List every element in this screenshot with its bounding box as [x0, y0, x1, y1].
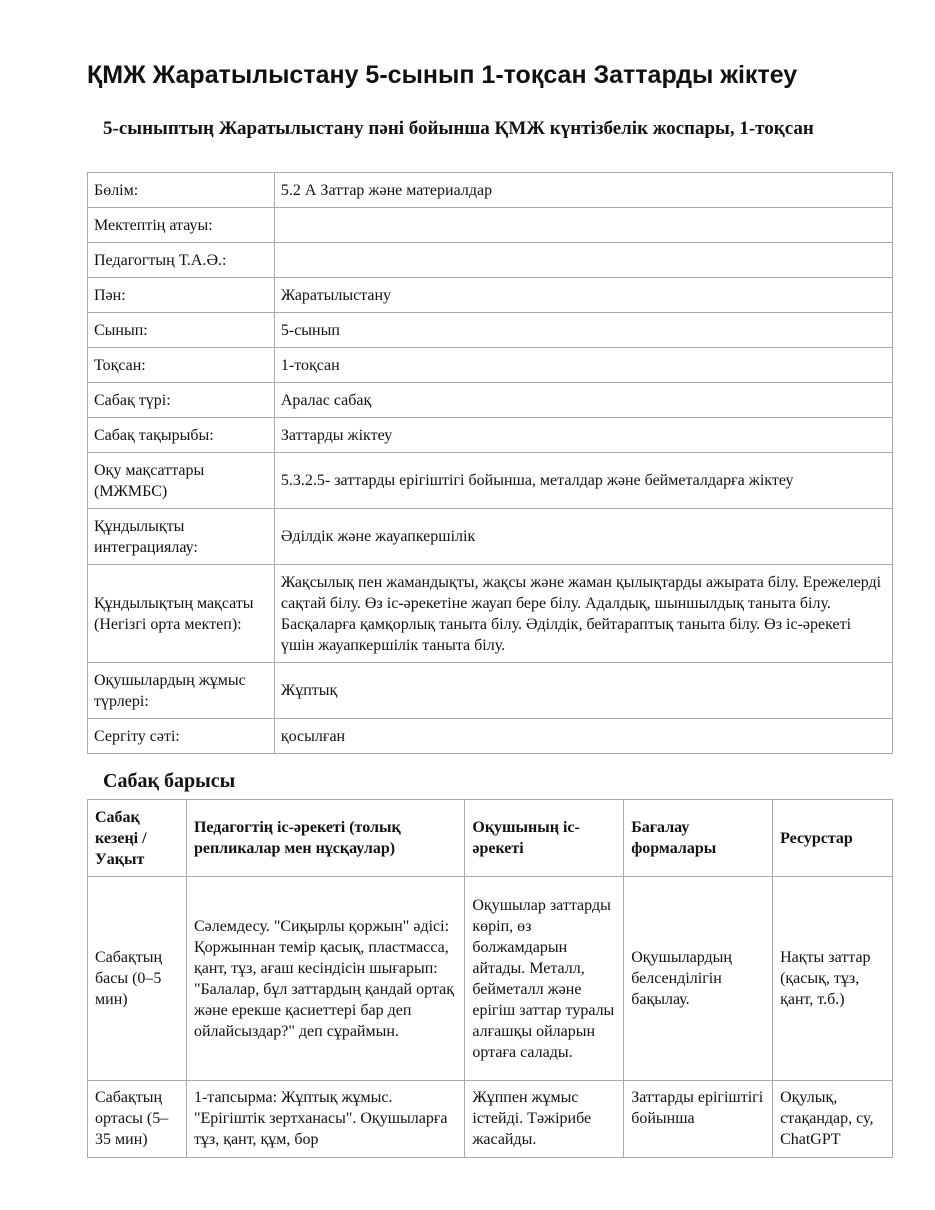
- info-value: қосылған: [274, 719, 892, 754]
- info-row-quarter: [88, 348, 893, 383]
- info-value: 1-тоқсан: [274, 348, 892, 383]
- info-row-section: [88, 173, 893, 208]
- assessment-cell: Оқушылардың белсенділігін бақылау.: [624, 877, 773, 1081]
- teacher-activity-cell: Сәлемдесу. "Сиқырлы қоржын" әдісі: Қоржыннан темір қасық, пластмасса, қант, тұз, ағаш кесіндісін шығарып: "Балалар, бұл заттардың қандай ортақ және ерекше қасиеттері бар деп ойлайсыздар?" деп сұраймын.: [186, 877, 464, 1081]
- info-label: Сынып:: [88, 313, 275, 348]
- info-label: Пән:: [88, 278, 275, 313]
- info-value: Жұптық: [274, 663, 892, 719]
- header-teacher-activity: Педагогтің іс-әрекеті (толық репликалар мен нұсқаулар): [186, 800, 464, 877]
- info-value: Аралас сабақ: [274, 383, 892, 418]
- assessment-cell: Заттарды ерігіштігі бойынша: [624, 1081, 773, 1158]
- info-row-lesson-type: [88, 383, 893, 418]
- teacher-activity-cell: 1-тапсырма: Жұптық жұмыс. "Ерігіштік зертханасы". Оқушыларға тұз, қант, құм, бор: [186, 1081, 464, 1158]
- info-row-school: [88, 208, 893, 243]
- info-row-subject: [88, 278, 893, 313]
- info-label: Оқушылардың жұмыс түрлері:: [88, 663, 275, 719]
- info-value: 5.2 А Заттар және материалдар: [274, 173, 892, 208]
- info-row-teacher: [88, 243, 893, 278]
- info-label: Педагогтың Т.А.Ә.:: [88, 243, 275, 278]
- header-assessment: Бағалау формалары: [624, 800, 773, 877]
- info-label: Бөлім:: [88, 173, 275, 208]
- info-row-value-goal: [88, 565, 893, 663]
- info-label: Сабақ түрі:: [88, 383, 275, 418]
- header-stage: Сабақ кезеңі / Уақыт: [88, 800, 187, 877]
- info-row-warmup: [88, 719, 893, 754]
- plan-subtitle: 5-сыныптың Жаратылыстану пәні бойынша ҚМЖ күнтізбелік жоспары, 1-тоқсан: [103, 118, 814, 139]
- info-label: Мектептің атауы:: [88, 208, 275, 243]
- resources-cell: Нақты заттар (қасық, тұз, қант, т.б.): [773, 877, 893, 1081]
- table-row: [88, 877, 893, 1081]
- info-label: Сергіту сәті:: [88, 719, 275, 754]
- info-label: Оқу мақсаттары (МЖМБС): [88, 453, 275, 509]
- stage-cell: Сабақтың ортасы (5–35 мин): [88, 1081, 187, 1158]
- table-header-row: [88, 800, 893, 877]
- info-value: 5.3.2.5- заттарды ерігіштігі бойынша, металдар және бейметалдарға жіктеу: [274, 453, 892, 509]
- lesson-progress-heading: Сабақ барысы: [103, 770, 236, 792]
- resources-cell: Оқулық, стақандар, су, ChatGPT: [773, 1081, 893, 1158]
- info-value: Әділдік және жауапкершілік: [274, 509, 892, 565]
- info-label: Сабақ тақырыбы:: [88, 418, 275, 453]
- info-label: Тоқсан:: [88, 348, 275, 383]
- stage-cell: Сабақтың басы (0–5 мин): [88, 877, 187, 1081]
- lesson-progress-table: [87, 799, 893, 1158]
- info-row-value-integration: [88, 509, 893, 565]
- info-value: [274, 243, 892, 278]
- header-student-activity: Оқушының іс-әрекеті: [465, 800, 624, 877]
- info-row-lesson-topic: [88, 418, 893, 453]
- info-value: Жақсылық пен жамандықты, жақсы және жаман қылықтарды ажырата білу. Ережелерді сақтай білу. Өз іс-әрекетіне жауап бере білу. Адалдық, шыншылдық таныта білу. Басқаларға қамқорлық таныта білу. Әділдік, бейтараптық таныта білу. Өз іс-әрекеті үшін жауапкершілік таныта білу.: [274, 565, 892, 663]
- info-row-learning-objectives: [88, 453, 893, 509]
- info-label: Құндылықтың мақсаты (Негізгі орта мектеп):: [88, 565, 275, 663]
- info-value: 5-сынып: [274, 313, 892, 348]
- student-activity-cell: Оқушылар заттарды көріп, өз болжамдарын айтады. Металл, бейметалл және ерігіш заттар туралы алғашқы ойларын ортаға салады.: [465, 877, 624, 1081]
- info-row-work-types: [88, 663, 893, 719]
- header-resources: Ресурстар: [773, 800, 893, 877]
- info-value: Заттарды жіктеу: [274, 418, 892, 453]
- info-value: [274, 208, 892, 243]
- info-row-grade: [88, 313, 893, 348]
- info-label: Құндылықты интеграциялау:: [88, 509, 275, 565]
- lesson-info-table: [87, 172, 893, 754]
- document-title: ҚМЖ Жаратылыстану 5-сынып 1-тоқсан Заттарды жіктеу: [87, 61, 798, 89]
- student-activity-cell: Жұппен жұмыс істейді. Тәжірибе жасайды.: [465, 1081, 624, 1158]
- table-row: [88, 1081, 893, 1158]
- info-value: Жаратылыстану: [274, 278, 892, 313]
